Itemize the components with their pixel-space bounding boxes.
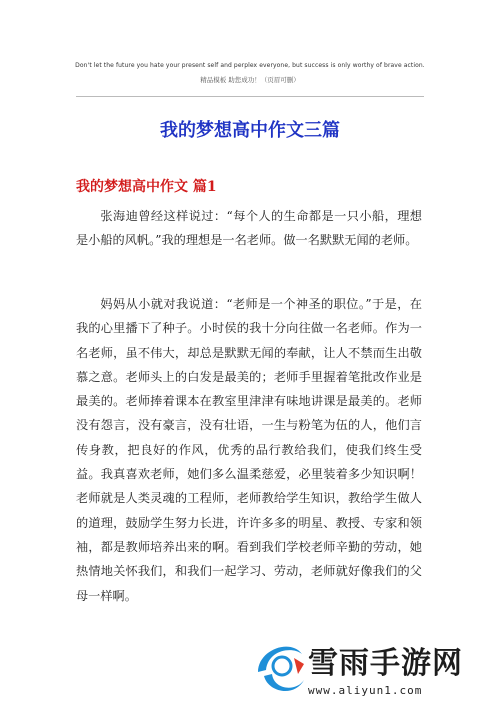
header-subline: 精品模板 助您成功！（页眉可删）	[200, 76, 300, 84]
site-logo-icon	[250, 628, 310, 708]
paragraph-1	[76, 204, 422, 253]
paragraph-text: 妈妈从小就对我说道：“老师是一个神圣的职位。”于是，在我的心里播下了种子。小时侯的我十分向往做一名老师。作为一名老师，虽不伟大，却总是默默无闻的奉献，让人不禁而生出敬慕之意。老师头上的白发是最美的；老师手里握着笔批改作业是最美的。老师捧着课本在教室里津津有味地讲课是最美的。老师没有怨言，没有豪言，没有壮语，一生与粉笔为伍的人，他们言传身教，把良好的作风，优秀的品行教给我们，使我们终生受益。我真喜欢老师，她们多么温柔慈爱，必里装着多少知识啊！老师就是人类灵魂的工程师，老师教给学生知识，教给学生做人的道理，鼓励学生努力长进，许许多多的明星、教授、专家和领袖，都是教师培养出来的啊。看到我们学校老师辛勤的劳动，她热情地关怀我们，和我们一起学习、劳动，老师就好像我们的父母一样啊。	[76, 297, 422, 603]
site-url: www.aliyun1.com	[308, 684, 423, 697]
site-name: 雪雨手游网	[308, 646, 463, 681]
header-divider	[76, 96, 424, 97]
site-watermark	[250, 628, 500, 708]
document-title: 我的梦想高中作文三篇	[160, 120, 340, 141]
header-motto: Don't let the future you hate your present self and perplex everyone, but success is only worthy of brave action.	[75, 62, 425, 69]
section-heading: 我的梦想高中作文 篇1	[76, 179, 217, 195]
paragraph-2	[76, 292, 422, 608]
paragraph-text: 张海迪曾经这样说过：“每个人的生命都是一只小船，理想是小船的风帆。”我的理想是一名老师。做一名默默无闻的老师。	[76, 209, 422, 248]
